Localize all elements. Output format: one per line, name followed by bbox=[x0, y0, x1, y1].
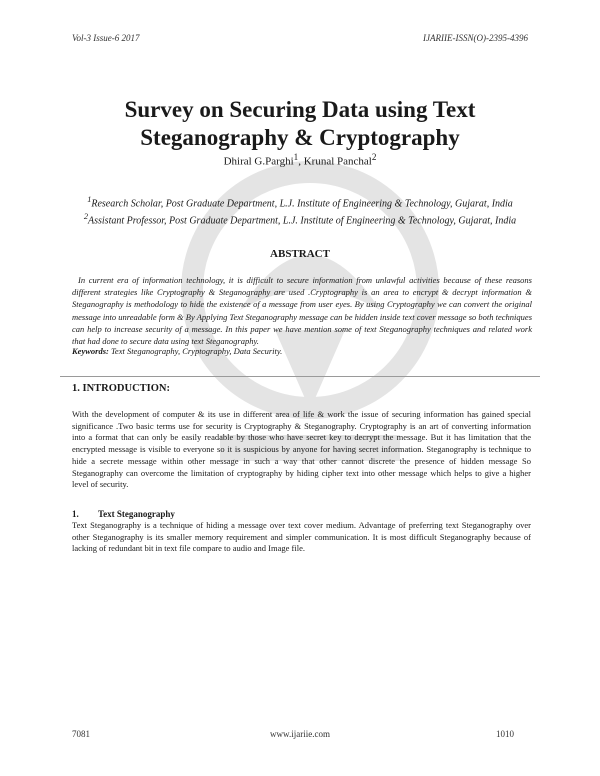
section-divider bbox=[60, 376, 540, 377]
abstract-text: In current era of information technology, it is difficult to secure information from unlawful activities because of these reasons different strategies like Cryptography & Steganography are used .Cryptography is an area to encrypt & decrypt information & Steganography is methodology to hide the existence of a message from user eyes. By using Cryptography we can convert the original message into unreadable form & By Applying Text Steganography message can be hidden inside text cover message so both techniques can help to increase security of a message. In this paper we have mention some of text Steganography techniques and related work that had done to secure data using text Steganography. bbox=[72, 275, 532, 347]
author-2: Krunal Panchal bbox=[303, 155, 372, 168]
affiliation-1-text: Research Scholar, Post Graduate Department, L.J. Institute of Engineering & Technology, Gujarat, India bbox=[91, 198, 513, 210]
journal-volume: Vol-3 Issue-6 2017 bbox=[72, 33, 140, 43]
subsection-title: Text Steganography bbox=[98, 509, 175, 519]
abstract-heading: ABSTRACT bbox=[270, 248, 330, 260]
paper-id: 7081 bbox=[72, 729, 90, 739]
author-2-sup: 2 bbox=[371, 152, 377, 162]
introduction-paragraph: With the development of computer & its use in different area of life & work the issue of securing information has gained special significance .Two basic terms use for security is Cryptography & Steganography. Cryptography is an art of converting information into a format that can only be easily readable by those who have secret key to decrypt the message. But it has limitation that the encrypted message is visible to everyone so it is suspicious by anyone for having secret information. Steganography is technique to hide a secrete message within other message in such a way that other cannot discrete the presence of hidden message So Steganography can overcome the limitation of cryptography by hiding cipher text into other message which helps to give a higher level of security. bbox=[72, 409, 531, 490]
affiliation-1-sup: 1 bbox=[87, 195, 92, 204]
journal-website: www.ijariie.com bbox=[270, 729, 330, 739]
author-1-sup: 1 bbox=[293, 152, 299, 162]
page-number: 1010 bbox=[496, 729, 514, 739]
introduction-heading: 1. INTRODUCTION: bbox=[72, 383, 171, 394]
journal-issn: IJARIIE-ISSN(O)-2395-4396 bbox=[423, 33, 528, 43]
affiliation-2 bbox=[40, 210, 560, 227]
subsection-heading bbox=[72, 509, 175, 519]
title-line-1: Survey on Securing Data using Text bbox=[124, 97, 476, 122]
author-1: Dhiral G.Parghi bbox=[223, 155, 294, 168]
affiliations bbox=[40, 193, 560, 228]
keywords-label: Keywords: bbox=[72, 346, 109, 356]
affiliation-2-text: Assistant Professor, Post Graduate Department, L.J. Institute of Engineering & Technology, Gujarat, India bbox=[88, 215, 517, 227]
keywords bbox=[72, 346, 532, 356]
keywords-text: Text Steganography, Cryptography, Data Security. bbox=[110, 346, 283, 356]
paper-title bbox=[0, 96, 600, 152]
title-line-2: Steganography & Cryptography bbox=[140, 125, 460, 150]
authors: Dhiral G.Parghi$^1$, Krunal Panchal$^2$ bbox=[223, 152, 377, 168]
subsection-number: 1. bbox=[72, 509, 79, 519]
subsection-paragraph: Text Steganography is a technique of hiding a message over text cover medium. Advantage of preferring text Steganography over other Steganography is its smaller memory requirement and simpler communication. It is most difficult Steganography because of lacking of redundant bit in text file compare to audio and Image file. bbox=[72, 520, 531, 554]
affiliation-2-sup: 2 bbox=[83, 212, 89, 222]
affiliation-1 bbox=[40, 193, 560, 210]
